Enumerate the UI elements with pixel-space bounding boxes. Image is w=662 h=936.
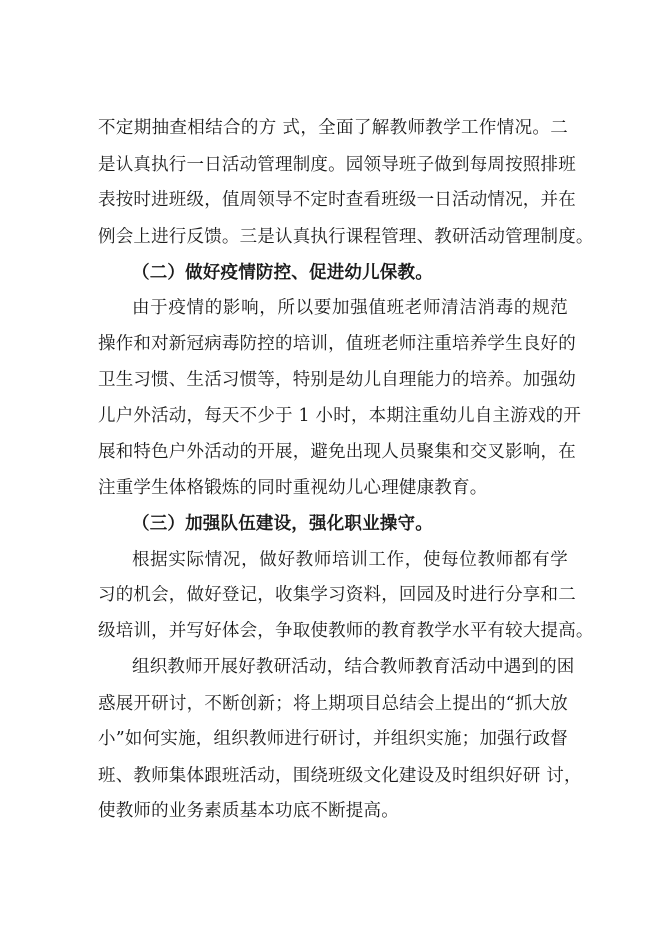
paragraph-line: 操作和对新冠病毒防控的培训，值班老师注重培养学生良好的 — [98, 334, 576, 354]
paragraph-line: 习的机会，做好登记，收集学习资料，回园及时进行分享和二 — [98, 585, 576, 605]
paragraph-line: 根据实际情况，做好教师培训工作，使每位教师都有学 — [132, 550, 568, 570]
section-heading-3: （三）加强队伍建设，强化职业操守。 — [132, 514, 433, 534]
paragraph-line: 班、教师集体跟班活动，围绕班级文化建设及时组织好研 讨， — [98, 766, 582, 786]
paragraph-line: 注重学生体格锻炼的同时重视幼儿心理健康教育。 — [98, 478, 488, 498]
paragraph-line: 儿户外活动，每天不少于 1 小时，本期注重幼儿自主游戏的开 — [98, 406, 582, 426]
paragraph-line: 卫生习惯、生活习惯等，特别是幼儿自理能力的培养。加强幼 — [98, 370, 576, 390]
paragraph-line: 级培训，并写好体会，争取使教师的教育教学水平有较大提高。 — [98, 621, 594, 641]
paragraph-line: 例会上进行反馈。三是认真执行课程管理、教研活动管理制度。 — [98, 227, 594, 247]
paragraph-line: 表按时进班级，值周领导不定时查看班级一日活动情况，并在 — [98, 190, 576, 210]
paragraph-line: 展和特色户外活动的开展，避免出现人员聚集和交叉影响，在 — [98, 442, 576, 462]
paragraph-line: 不定期抽查相结合的方 式，全面了解教师教学工作情况。二 — [98, 118, 568, 138]
section-heading-2: （二）做好疫情防控、促进幼儿保教。 — [132, 263, 433, 283]
paragraph-line: 是认真执行一日活动管理制度。园领导班子做到每周按照排班 — [98, 155, 576, 175]
paragraph-line: 使教师的业务素质基本功底不断提高。 — [98, 801, 399, 821]
paragraph-line: 惑展开研讨，不断创新；将上期项目总结会上提出的“抓大放 — [98, 694, 568, 714]
paragraph-line: 由于疫情的影响，所以要加强值班老师清洁消毒的规范 — [132, 298, 568, 318]
paragraph-line: 小”如何实施，组织教师进行研讨，并组织实施；加强行政督 — [98, 729, 568, 749]
paragraph-line: 组织教师开展好教研活动，结合教师教育活动中遇到的困 — [132, 657, 575, 677]
